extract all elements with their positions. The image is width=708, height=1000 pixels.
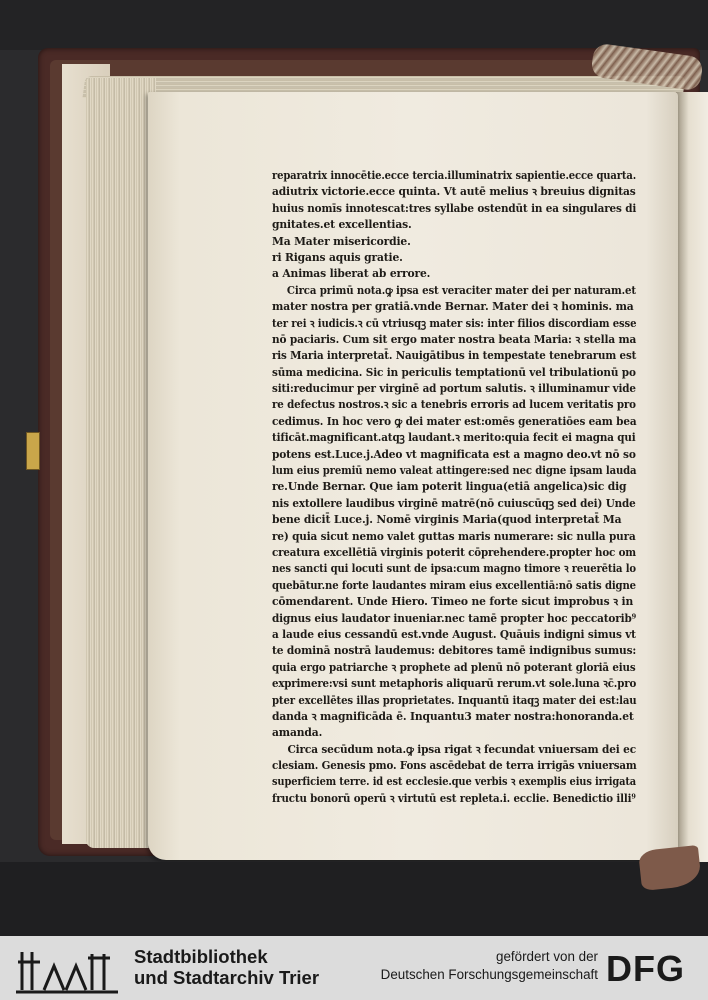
text-line: quia ergo patriarche ꝛ prophete ad plenū nō poterant gloriā eius: [272, 660, 636, 674]
text-line: nō paciaris. Cum sit ergo mater nostra beata Maria: ꝛ stella ma: [272, 332, 637, 346]
text-line: siti:reducimur per virginē ad portum salutis. ꝛ illuminamur vide: [272, 382, 636, 396]
text-line: a laude eius cessandū est.vnde August. Quāuis indigni simus vt: [272, 627, 636, 641]
text-line: ter rei ꝛ iudicis.ꝛ cū vtriusqꝫ mater sis: inter filios discordiam esse: [272, 316, 637, 330]
text-line: nis extollere laudibus virginē matrē(nō cuiuscūqꝫ sed dei) Unde: [272, 496, 636, 510]
text-line: danda ꝛ magnificāda ē. Inquantu3 mater nostra:honoranda.et: [272, 709, 634, 723]
text-line: pter excellētes illas proprietates. Inquantū itaqꝫ mater dei est:lau: [272, 693, 637, 707]
text-line: sūma medicina. Sic in periculis temptationū vel tribulationū po: [272, 365, 636, 379]
text-line: tificāt.magnificant.atqꝫ laudant.ꝛ merito:quia fecit ei magna qui: [272, 431, 636, 445]
page-text-block: [272, 168, 642, 807]
text-line: potens est.Luce.j.Adeo vt magnificata est a magno deo.vt nō so: [272, 447, 636, 461]
text-line: amanda.: [272, 726, 323, 740]
text-line: creatura excellētiā virginis poterit cōprehendere.propter hoc om: [272, 545, 637, 559]
text-line: Ma Mater misericordie.: [272, 234, 411, 248]
text-line: clesiam. Genesis pmo. Fons ascēdebat de terra irrigās vniuersam: [272, 759, 637, 773]
library-name-line2: und Stadtarchiv Trier: [134, 967, 320, 988]
text-line: re) quia sicut nemo valet guttas maris numerare: sic nulla pura: [272, 529, 636, 543]
clasp-mark: [26, 432, 40, 470]
background-bottom: [0, 862, 708, 936]
text-line: quebātur.ne forte laudantes miram eius excellentiā:nō satis digne: [272, 578, 636, 592]
funding-credit: [381, 948, 598, 984]
dfg-logo: DFG: [606, 948, 685, 989]
text-line: reparatrix innocētie.ecce tercia.illuminatrix sapientie.ecce quarta.: [272, 169, 637, 182]
text-line: re.Unde Bernar. Que iam poterit lingua(etiā angelica)sic dig: [272, 480, 627, 494]
text-line: cedimus. In hoc vero ꝙ dei mater est:omēs generatiōes eam bea: [272, 414, 637, 428]
page-fore-edges: [86, 78, 156, 848]
library-name: [134, 946, 319, 988]
funding-line1: gefördert von der: [496, 949, 598, 964]
text-line: lum eius premiū nemo valeat attingere:sed nec digne ipsam lauda: [272, 464, 637, 478]
text-line: Circa secūdum nota.ꝙ ipsa rigat ꝛ fecundat vniuersam dei ec: [287, 742, 636, 756]
background-top: [0, 0, 708, 50]
text-line: Circa primū nota.ꝙ ipsa est veraciter mater dei per naturam.et: [286, 283, 636, 297]
text-line: huius nomīs innotescat:tres syllabe ostendūt in ea singulares di: [272, 201, 637, 215]
text-line: adiutrix victorie.ecce quinta. Vt autē melius ꝛ breuius dignitas: [272, 185, 636, 199]
text-line: fructu bonorū operū ꝛ virtutū est repleta.i. ecclie. Benedictio illi⁹: [272, 791, 636, 805]
text-line: bene dicit̄ Luce.j. Nomē virginis Maria(quod interpretat̄ Ma: [272, 513, 622, 527]
facing-page-edge: [676, 92, 708, 862]
funding-line2: Deutschen Forschungsgemeinschaft: [380, 967, 598, 982]
text-line: mater nostra per gratiā.vnde Bernar. Mater dei ꝛ hominis. ma: [272, 300, 634, 314]
text-line: exprimere:vsi sunt metaphoris aliquarū rerum.vt sole.luna ꝛc̄.pro: [272, 677, 637, 691]
text-line: dignus eius laudator inueniar.nec tamē propter hoc peccatorib⁹: [272, 611, 637, 625]
text-line: nes sancti qui locuti sunt de ipsa:cum magno timore ꝛ reuerētia lo: [272, 562, 636, 576]
library-name-line1: Stadtbibliothek: [134, 946, 268, 967]
text-line: gnitates.et excellentias.: [272, 218, 412, 232]
text-line: cōmendarent. Unde Hiero. Timeo ne forte sicut improbus ꝛ in: [272, 595, 634, 609]
text-line: re defectus nostros.ꝛ sic a tenebris erroris ad lucem veritatis pro: [272, 398, 636, 412]
text-line: ris Maria interpretat̄. Nauigātibus in tempestate tenebrarum est: [272, 349, 637, 363]
text-line: a Animas liberat ab errore.: [272, 267, 431, 281]
library-logo-icon: [14, 946, 124, 994]
text-line: te dominā nostrā laudemus: debitores tamē indignibus sumus:: [272, 644, 637, 658]
text-line: superficiem terre. id est ecclesie.que verbis ꝛ exemplis eius irrigata: [272, 775, 637, 789]
text-line: ri Rigans aquis gratie.: [272, 250, 403, 264]
